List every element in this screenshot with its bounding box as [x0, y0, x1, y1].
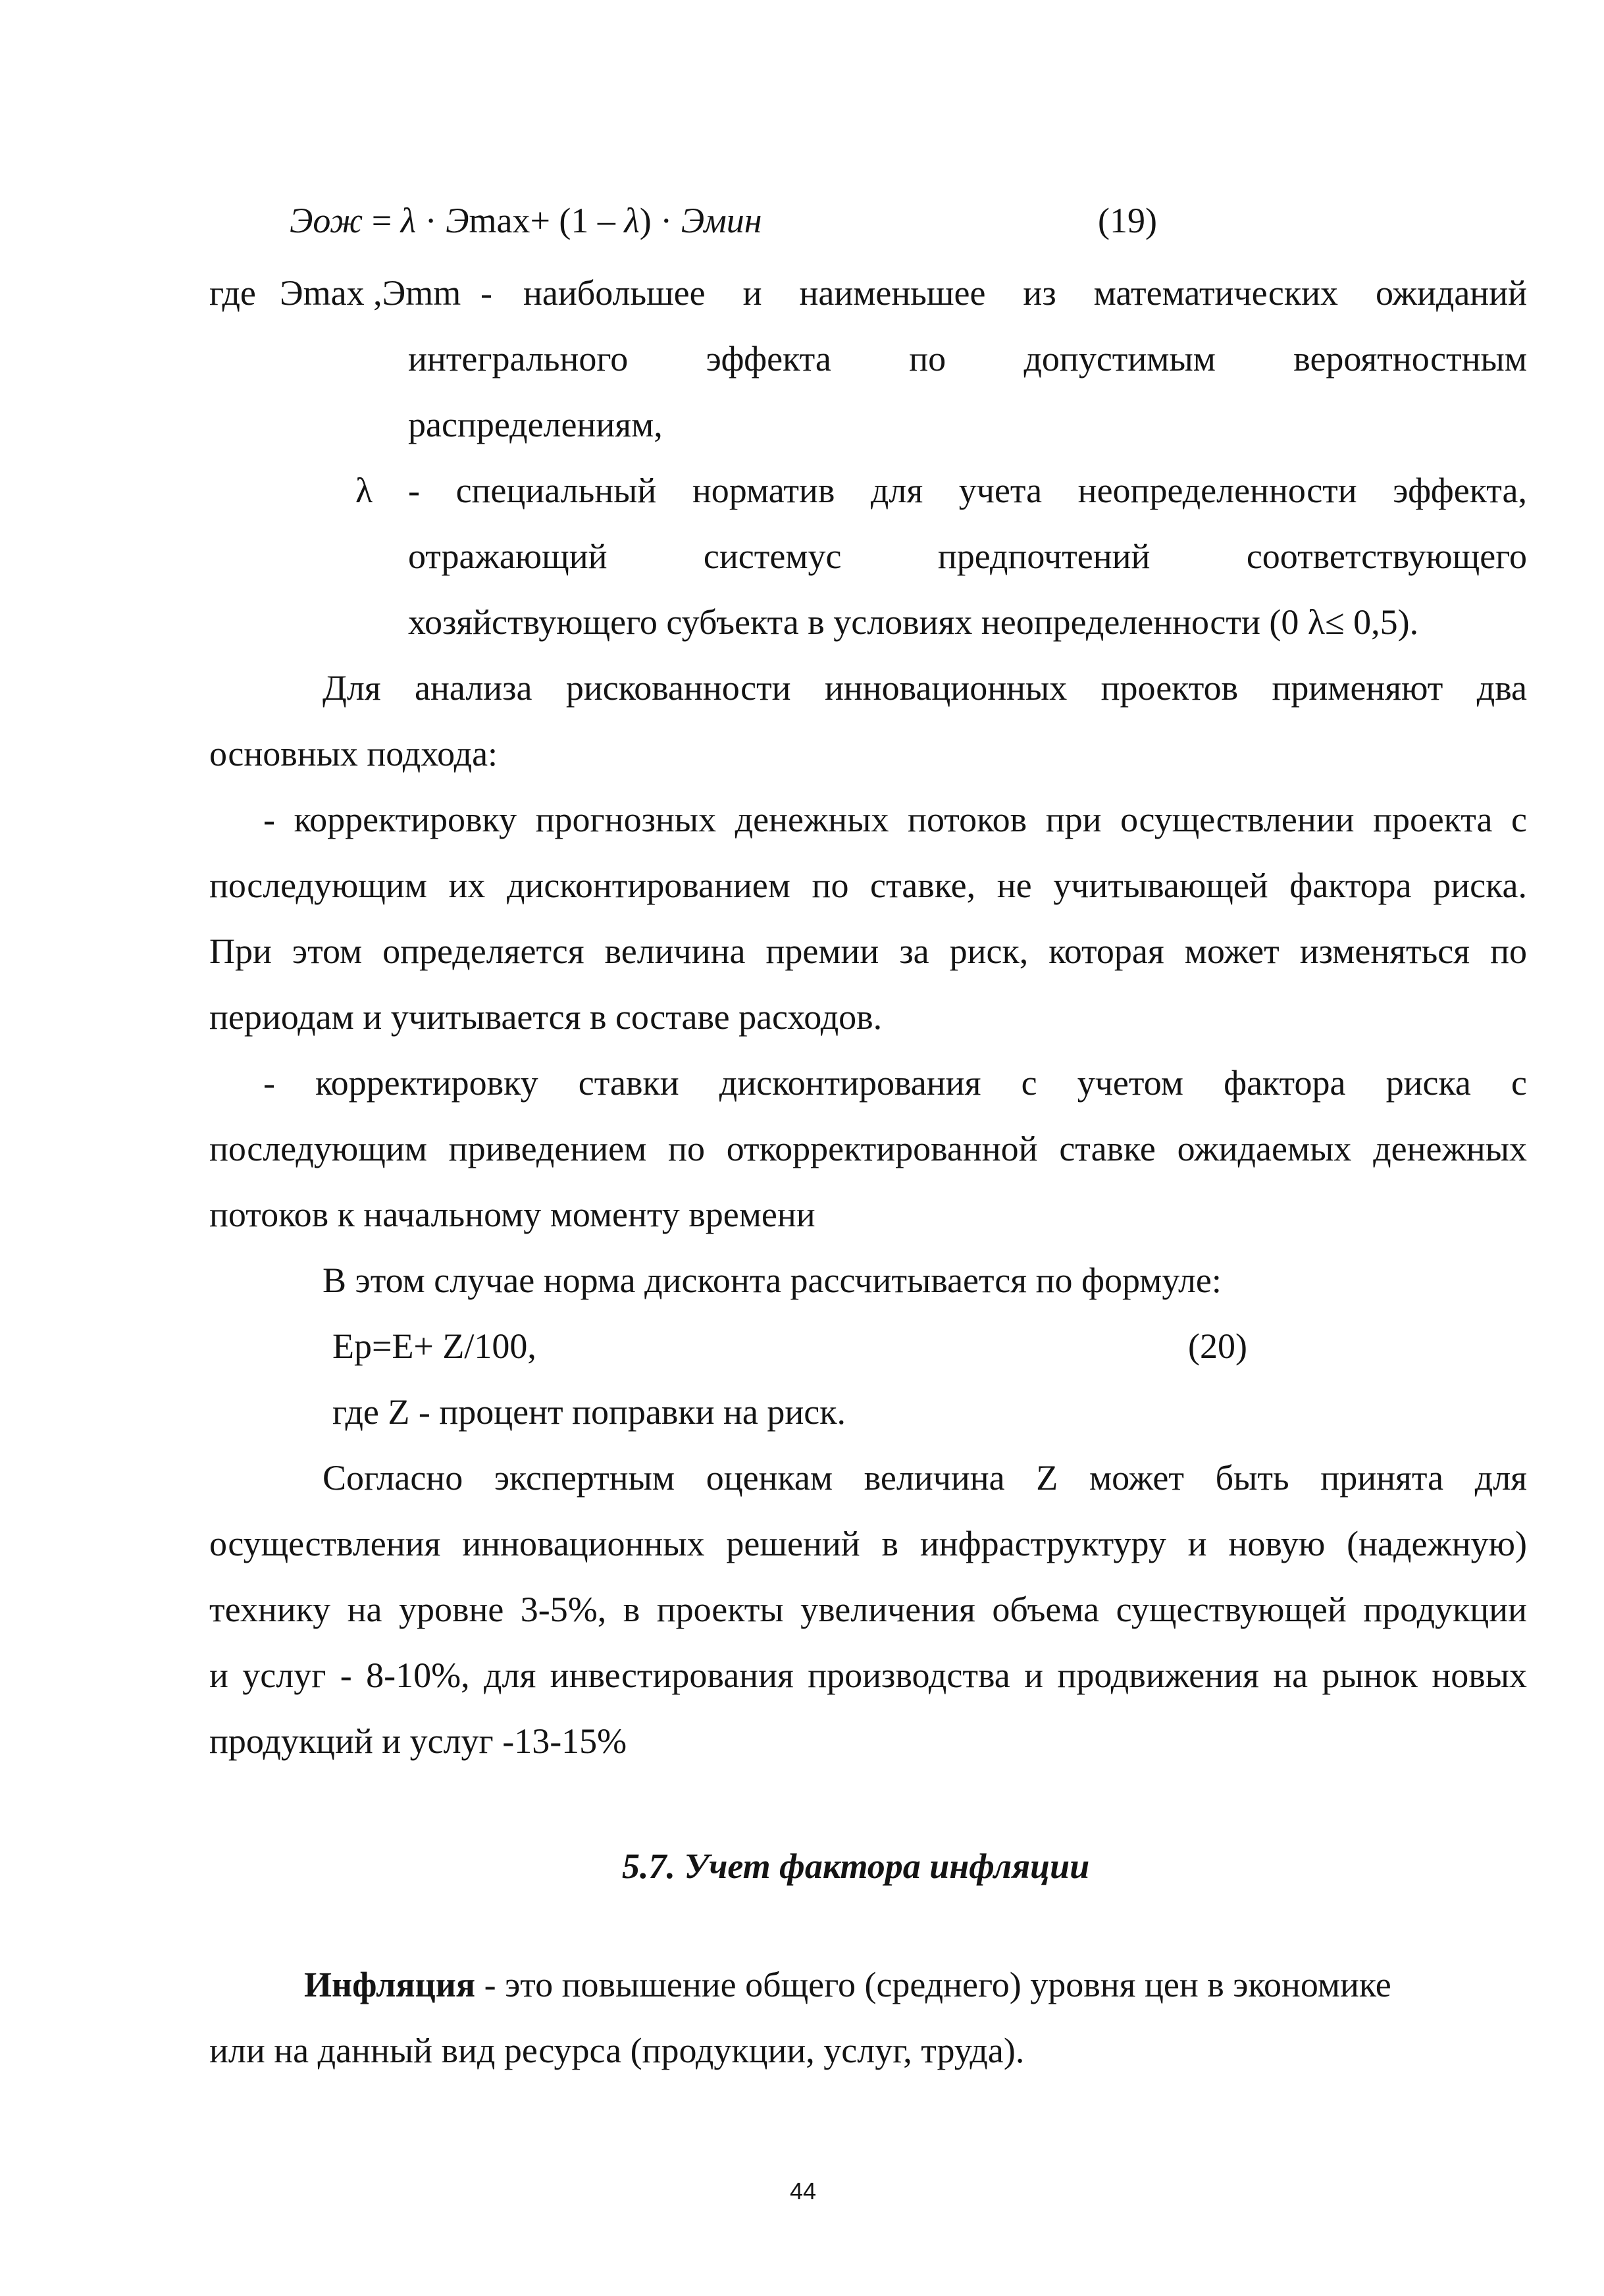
bullet-1-line-2: последующим их дисконтированием по ставке, не учитывающей фактора риска.	[209, 866, 1527, 905]
definition-line-6: хозяйствующего субъекта в условиях неопределенности (0 λ≤ 0,5).	[408, 602, 1419, 642]
paragraph-1-line-1: Для анализа рискованности инновационных проектов применяют два	[323, 668, 1527, 708]
bullet-1-line-1: - корректировку прогнозных денежных потоков при осуществлении проекта с	[263, 800, 1527, 839]
paragraph-1-line-2: основных подхода:	[209, 734, 498, 773]
paragraph-3-line-5: продукций и услуг -13-15%	[209, 1721, 627, 1761]
inflation-line-2: или на данный вид ресурса (продукции, услуг, труда).	[209, 2031, 1025, 2070]
definition-line-1: наибольшее и наименьшее из математических ожиданий	[523, 273, 1527, 313]
paragraph-3-line-4: и услуг - 8-10%, для инвестирования производства и продвижения на рынок новых	[209, 1656, 1527, 1695]
formula-lhs: Эож	[290, 201, 363, 240]
where-z: где Z - процент поправки на риск.	[332, 1392, 846, 1432]
definition-lambda: λ	[355, 471, 373, 510]
bullet-1-line-3: При этом определяется величина премии за риск, которая может изменяться по	[209, 931, 1527, 971]
definition-dash: -	[480, 273, 492, 313]
definition-line-5: отражающий системус предпочтений соответствующего	[408, 536, 1527, 576]
formula-19: Эож = λ · Эmax+ (1 – λ) · Эмин	[290, 201, 762, 240]
bullet-2-line-3: потоков к начальному моменту времени	[209, 1195, 815, 1234]
inflation-line-1: Инфляция - это повышение общего (среднего) уровня цен в экономике	[304, 1965, 1391, 2004]
bullet-2-line-2: последующим приведением по откорректированной ставке ожидаемых денежных	[209, 1129, 1527, 1168]
bullet-1-line-4: периодам и учитывается в составе расходов.	[209, 997, 883, 1037]
paragraph-3-line-1: Согласно экспертным оценкам величина Z может быть принята для	[323, 1458, 1527, 1498]
formula-20: Ep=E+ Z/100,	[332, 1326, 536, 1366]
definition-line-4: - специальный норматив для учета неопределенности эффекта,	[408, 471, 1527, 510]
bullet-2-line-1: - корректировку ставки дисконтирования с учетом фактора риска с	[263, 1063, 1527, 1103]
definition-symbols: Эmax ,Эmm	[280, 273, 461, 313]
definition-line-3: распределениям,	[408, 405, 663, 444]
formula-19-number: (19)	[1098, 201, 1157, 240]
formula-20-number: (20)	[1188, 1326, 1247, 1366]
inflation-term: Инфляция	[304, 1965, 476, 2004]
paragraph-3-line-3: технику на уровне 3-5%, в проекты увеличения объема существующей продукции	[209, 1590, 1527, 1629]
definition-where: где	[209, 273, 256, 313]
paragraph-3-line-2: осуществления инновационных решений в инфраструктуру и новую (надежную)	[209, 1524, 1527, 1563]
paragraph-2: В этом случае норма дисконта рассчитывается по формуле:	[323, 1261, 1222, 1300]
definition-line-2: интегрального эффекта по допустимым вероятностным	[408, 339, 1527, 378]
page-number: 44	[789, 2178, 817, 2205]
section-heading: 5.7. Учет фактора инфляции	[622, 1846, 1090, 1886]
